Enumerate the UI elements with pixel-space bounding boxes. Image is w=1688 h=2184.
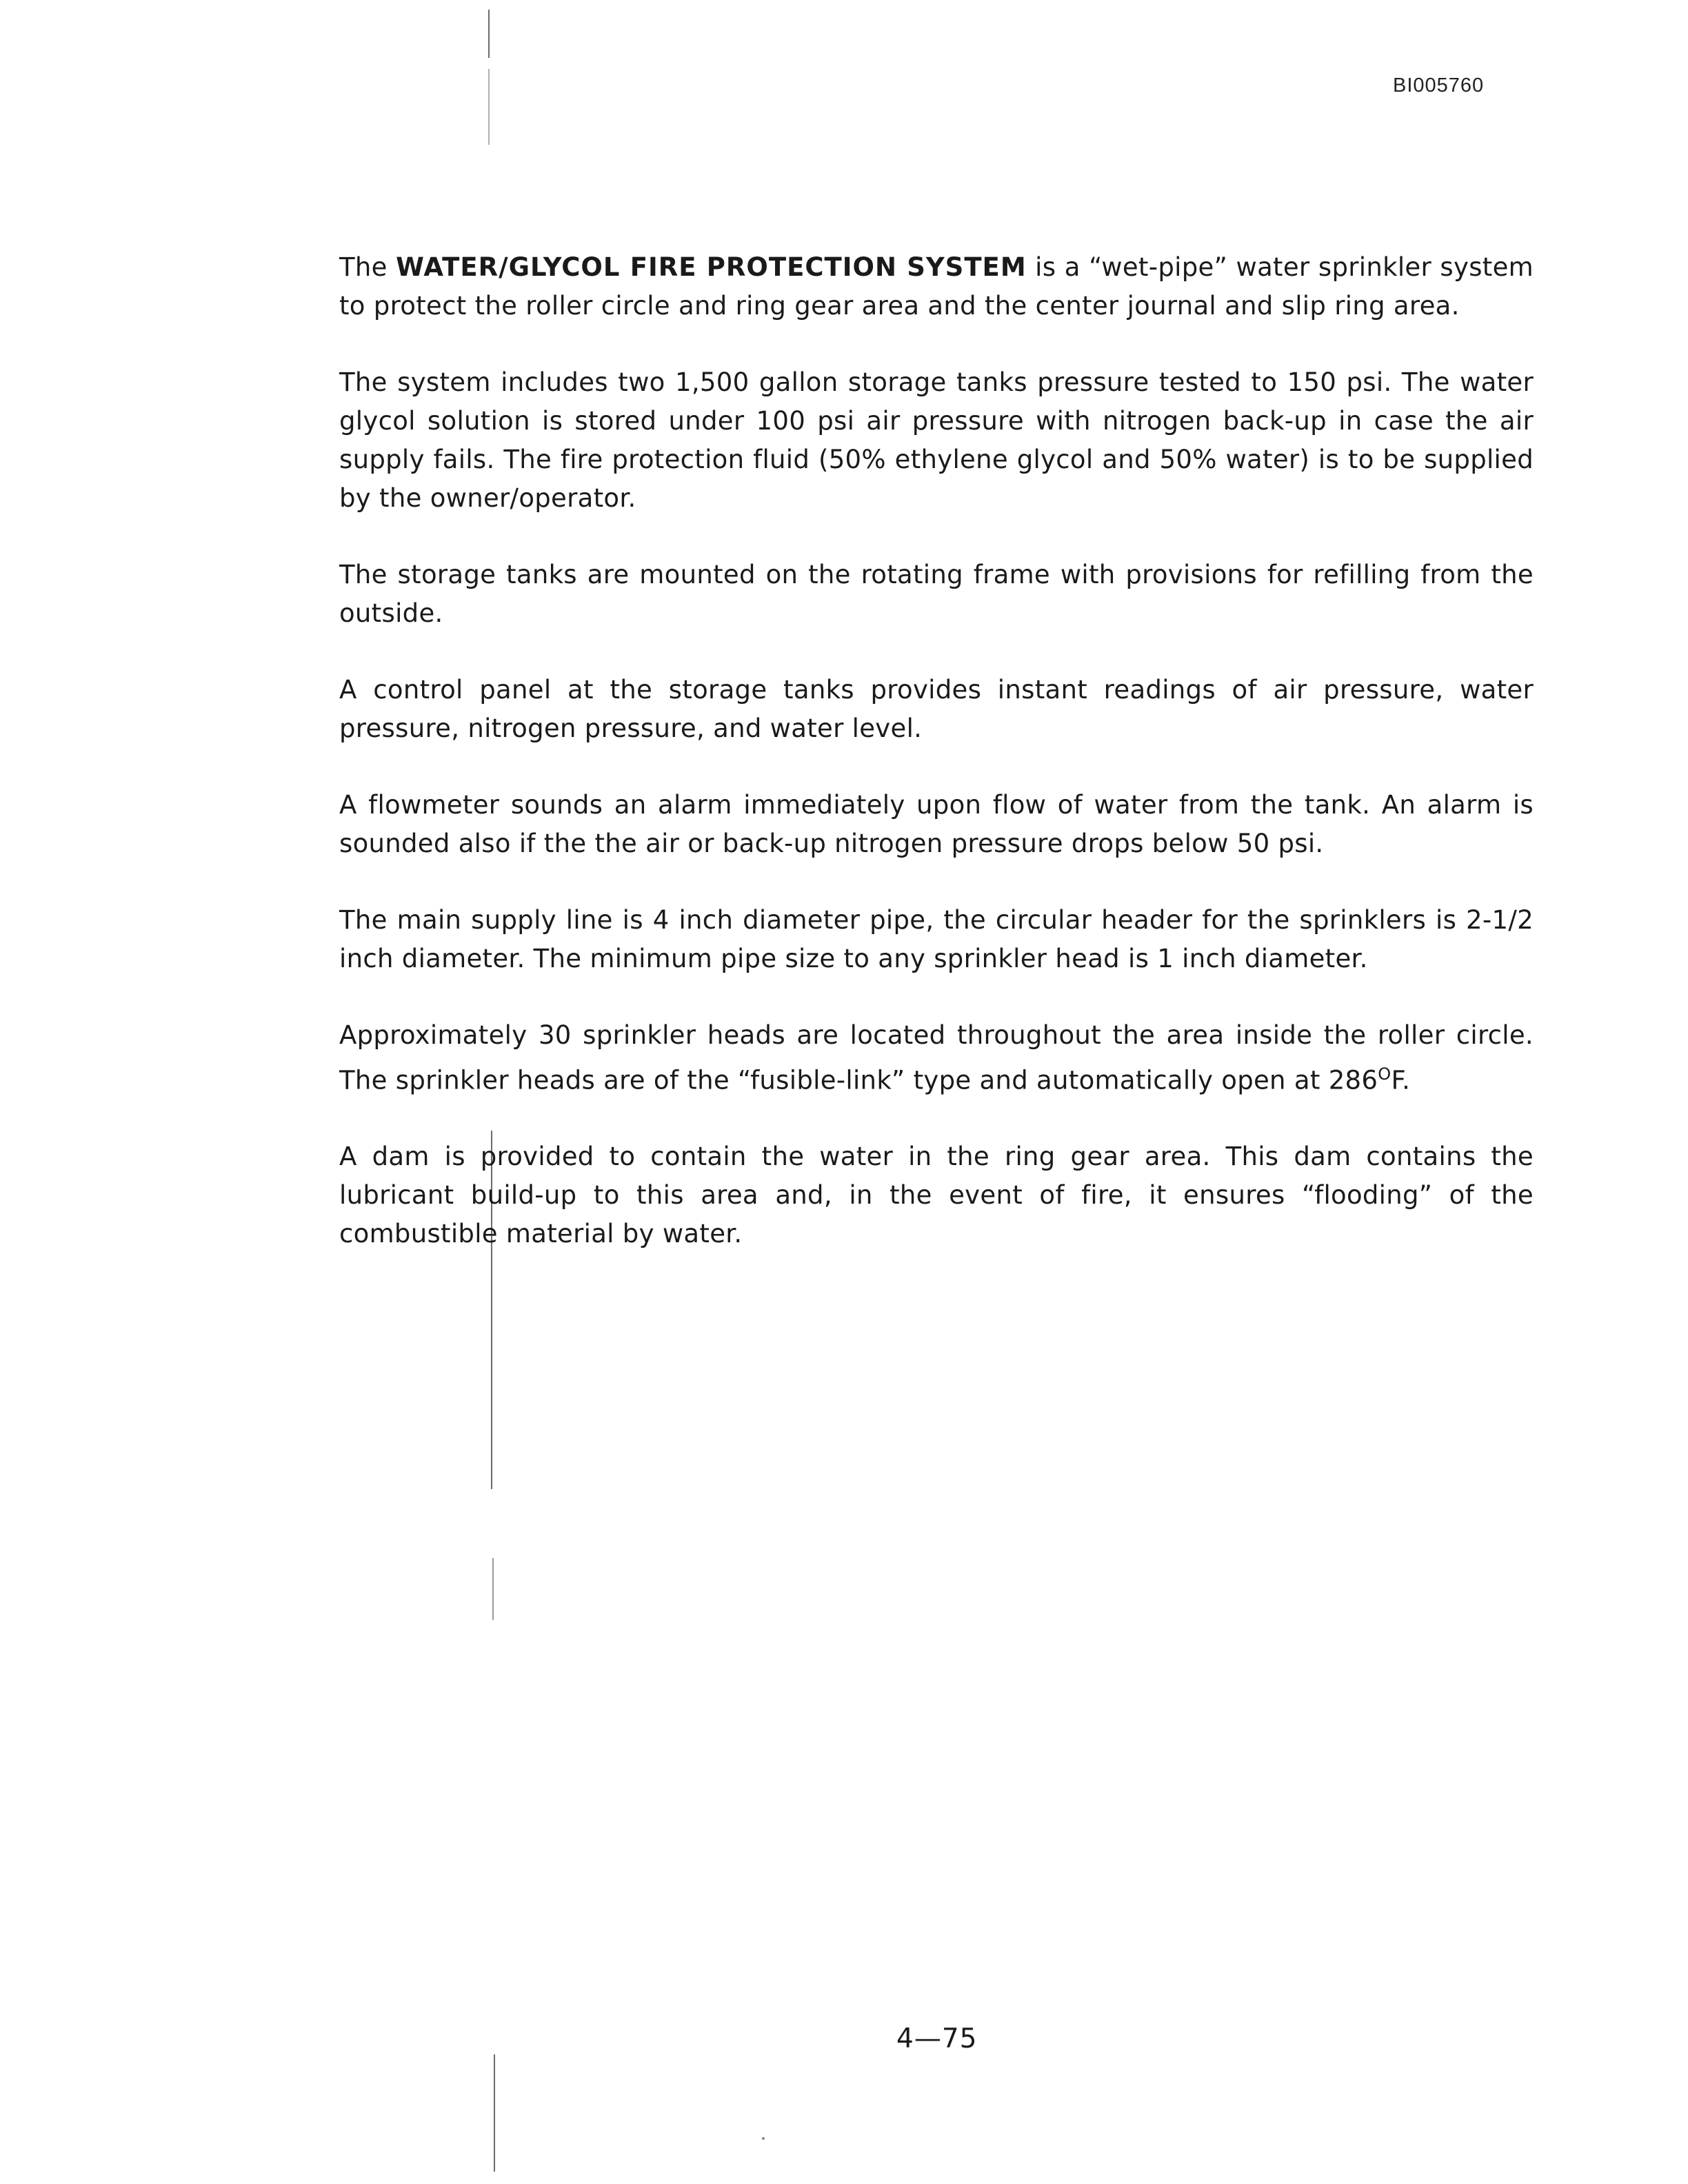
paragraph-storage-tanks: The system includes two 1,500 gallon storage tanks pressure tested to 150 psi. The water glycol solution is stored under 100 psi air pressure with nitrogen back-up in case the air supply fails. The fire protection fluid (50% ethylene glycol and 50% water) is to be supplied by the owner/operator. [339, 367, 1534, 513]
body-text [339, 248, 1534, 1291]
paragraph-tail: is a “wet-pipe” water sprinkler system to protect the roller circle and ring gear area and the center journal and slip ring area. [339, 252, 1534, 321]
paragraph-supply-line: The main supply line is 4 inch diameter pipe, the circular header for the sprinklers is 2-1/2 inch diameter. The minimum pipe size to any sprinkler head is 1 inch diameter. [339, 905, 1534, 973]
paragraph-flowmeter-alarm: A flowmeter sounds an alarm immediately upon flow of water from the tank. An alarm is sounded also if the the air or back-up nitrogen pressure drops below 50 psi. [339, 790, 1534, 858]
paragraph-system-overview [339, 248, 1534, 325]
paragraph-lead: The [339, 252, 396, 282]
document-id: BI005760 [1393, 74, 1485, 97]
sprinkler-text: Approximately 30 sprinkler heads are located throughout the area inside the roller circle. The sprinkler heads are of the “fusible-link” type and automatically open at 286 [339, 1020, 1534, 1095]
page-number: 4—75 [896, 2023, 978, 2054]
scan-artifact-line [494, 2054, 495, 2172]
paragraph-tank-mounting: The storage tanks are mounted on the rotating frame with provisions for refilling from the outside. [339, 560, 1534, 628]
scan-artifact-line [488, 69, 490, 145]
paragraph-control-panel: A control panel at the storage tanks provides instant readings of air pressure, water pressure, nitrogen pressure, and water level. [339, 675, 1534, 743]
system-name-emphasis: WATER/GLYCOL FIRE PROTECTION SYSTEM [396, 252, 1027, 282]
degree-symbol: O [1378, 1064, 1391, 1084]
temperature-unit: F. [1391, 1065, 1411, 1095]
scan-artifact-line [488, 10, 490, 58]
paragraph-sprinkler-heads [339, 1016, 1534, 1100]
scan-artifact-line [492, 1558, 494, 1620]
scan-artifact-speck [762, 2137, 765, 2140]
paragraph-dam: A dam is provided to contain the water in the ring gear area. This dam contains the lubricant build-up to this area and, in the event of fire, it ensures “flooding” of the combustible material by water. [339, 1142, 1534, 1249]
